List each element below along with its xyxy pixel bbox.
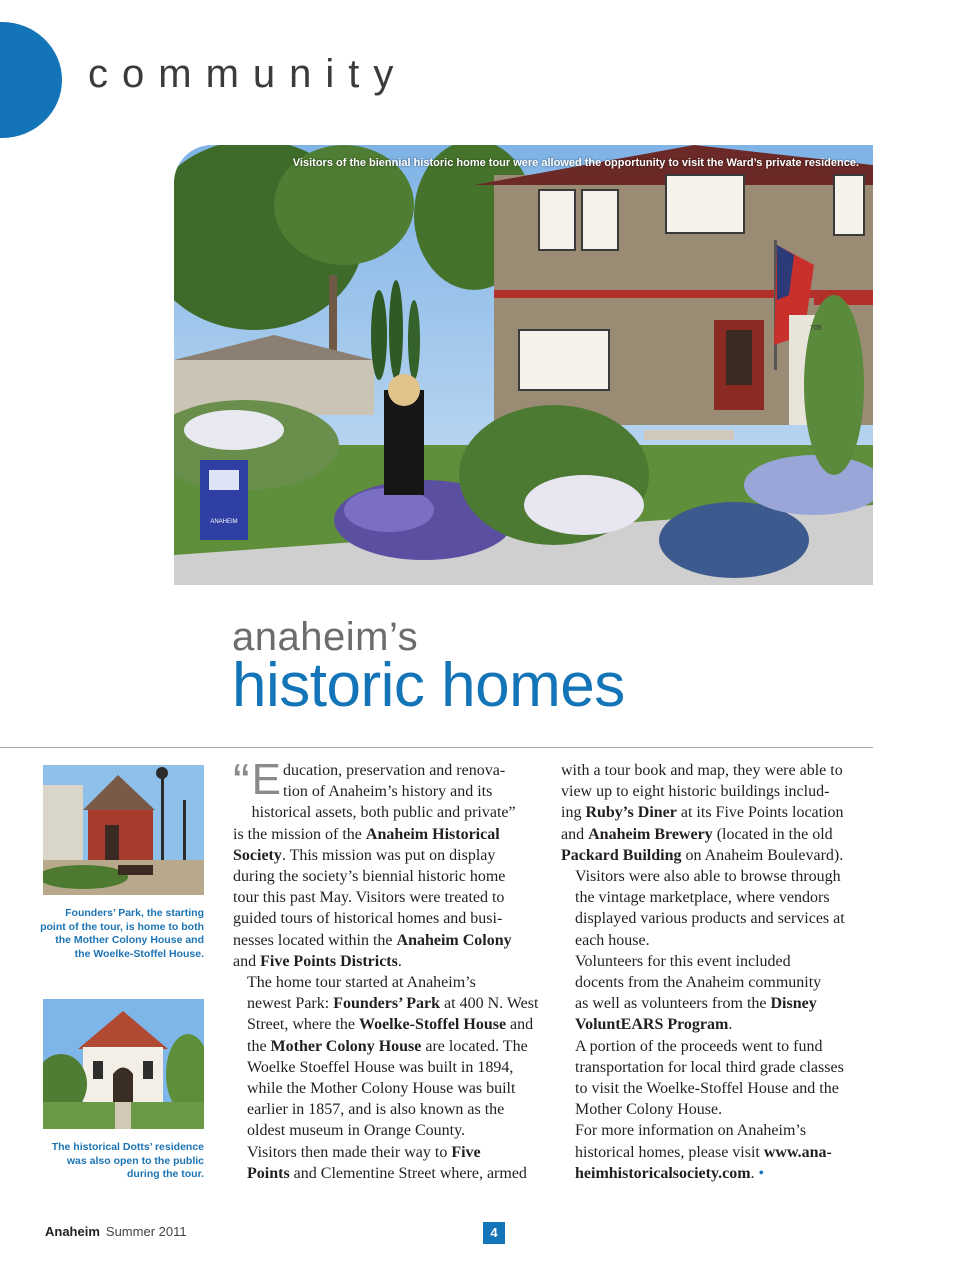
bold-term: www.ana-	[763, 1143, 832, 1161]
text-segment: Street, where the	[247, 1016, 359, 1034]
founders-park-photo	[43, 765, 204, 895]
sign-text: ANAHEIM	[210, 519, 238, 525]
text-segment: and Clementine Street where, armed	[289, 1164, 527, 1182]
text-segment: docents from the Anaheim community	[575, 974, 822, 992]
text-segment: . This mission was put on display	[281, 846, 496, 864]
drop-quote-mark: “	[233, 754, 250, 810]
footer-magazine-name: Anaheim	[45, 1224, 100, 1239]
hero-photo-illustration	[174, 145, 873, 585]
text-line	[233, 1036, 545, 1057]
text-line	[233, 930, 545, 951]
bold-term: Anaheim Colony	[396, 931, 512, 949]
text-segment: are located. The	[421, 1037, 528, 1055]
bold-term: Anaheim Brewery	[588, 825, 713, 843]
text-segment: at its Five Points location	[676, 804, 844, 822]
bold-term: Society	[233, 846, 282, 864]
text-line	[233, 1078, 545, 1099]
bold-term: Founders’ Park	[333, 995, 441, 1013]
text-segment: Mother Colony House.	[575, 1101, 723, 1119]
dotts-residence-caption: The historical Dotts’ residence was also open to the public during the tour.	[51, 1141, 204, 1181]
article-paragraph	[561, 951, 876, 1036]
text-segment: historical assets, both public and private”	[251, 804, 516, 822]
text-line	[233, 802, 545, 823]
text-segment: newest Park:	[247, 995, 334, 1013]
footer-publication	[45, 1224, 187, 1239]
text-segment: and	[233, 952, 261, 970]
article-column-1	[233, 754, 545, 1184]
bold-term: Five	[451, 1143, 481, 1161]
text-line	[561, 802, 876, 823]
text-segment: Volunteers for this event included	[575, 952, 791, 970]
text-segment: earlier in 1857, and is also known as the	[247, 1101, 505, 1119]
article-paragraph	[233, 1142, 545, 1184]
text-segment: displayed various products and services at	[575, 910, 845, 928]
article-paragraph	[233, 972, 545, 1142]
text-line	[561, 908, 876, 929]
text-segment: the vintage marketplace, where vendors	[575, 889, 830, 907]
text-line	[561, 887, 876, 908]
bold-term: VoluntEARS Program	[575, 1016, 729, 1034]
text-segment: during the society’s biennial historic home	[233, 868, 506, 886]
text-line	[561, 1120, 876, 1141]
text-line	[561, 1036, 876, 1057]
text-segment: The home tour started at Anaheim’s	[247, 974, 476, 992]
founders-park-photo-illustration	[43, 765, 204, 895]
text-line	[233, 1014, 545, 1035]
text-line	[233, 951, 545, 972]
text-line	[233, 1099, 545, 1120]
text-segment: tour this past May. Visitors were treated to	[233, 889, 505, 907]
text-segment: and	[561, 825, 589, 843]
text-line	[233, 1120, 545, 1141]
text-line	[233, 1142, 545, 1163]
text-line	[561, 993, 876, 1014]
headline-rule	[0, 747, 873, 748]
text-line	[233, 908, 545, 929]
text-segment: nesses located within the	[233, 931, 397, 949]
text-segment: guided tours of historical homes and busi-	[233, 910, 503, 928]
bold-term: Anaheim Historical	[365, 825, 500, 843]
text-segment: .	[728, 1016, 733, 1034]
text-segment: historical homes, please visit	[575, 1143, 764, 1161]
text-line	[561, 845, 876, 866]
text-line	[233, 993, 545, 1014]
text-segment: while the Mother Colony House was built	[247, 1080, 516, 1098]
text-line	[561, 866, 876, 887]
page-number: 4	[483, 1222, 505, 1244]
article-column-2	[561, 760, 876, 1184]
text-line	[233, 887, 545, 908]
text-segment: at 400 N. West	[440, 995, 539, 1013]
text-segment: Visitors were also able to browse through	[575, 868, 841, 886]
article-paragraph	[561, 1036, 876, 1121]
footer-issue: Summer 2011	[105, 1224, 187, 1239]
text-segment: on Anaheim Boulevard).	[681, 846, 844, 864]
text-segment: is the mission of the	[233, 825, 366, 843]
text-line	[561, 1057, 876, 1078]
text-segment: ing	[561, 804, 586, 822]
text-line	[233, 824, 545, 845]
bold-term: Points	[247, 1164, 290, 1182]
text-line	[561, 972, 876, 993]
dotts-residence-photo	[43, 999, 204, 1129]
drop-cap: E	[251, 755, 282, 804]
text-line	[561, 1163, 876, 1184]
bold-term: heimhistoricalsociety.com	[575, 1164, 751, 1182]
text-segment: Woelke Stoeffel House was built in 1894,	[247, 1058, 514, 1076]
dotts-residence-photo-illustration	[43, 999, 204, 1129]
text-segment: as well as volunteers from the	[575, 995, 771, 1013]
text-segment: (located in the old	[712, 825, 833, 843]
text-line	[233, 1057, 545, 1078]
text-line	[561, 824, 876, 845]
text-line	[561, 951, 876, 972]
text-segment: the	[247, 1037, 271, 1055]
text-line	[233, 1163, 545, 1184]
article-paragraph	[561, 760, 876, 866]
text-segment: to visit the Woelke-Stoffel House and the	[575, 1080, 839, 1098]
text-segment: A portion of the proceeds went to fund	[575, 1037, 823, 1055]
text-line	[561, 1014, 876, 1035]
article-paragraph	[561, 1120, 876, 1184]
headline-title: historic homes	[232, 651, 625, 720]
text-segment: .	[750, 1164, 759, 1182]
section-color-tab	[0, 22, 62, 138]
section-label: community	[88, 52, 408, 96]
headline-kicker: anaheim’s	[232, 615, 419, 659]
founders-park-caption: Founders’ Park, the starting point of the tour, is home to both the Mother Colony House and the Woelke-Stoffel House.	[40, 907, 204, 960]
text-segment: with a tour book and map, they were able to	[561, 762, 843, 779]
text-segment: view up to eight historic buildings includ-	[561, 783, 830, 801]
article-paragraph	[233, 754, 545, 972]
text-line	[561, 760, 876, 781]
text-segment: oldest museum in Orange County.	[247, 1122, 466, 1140]
house-number: 705	[810, 325, 822, 332]
text-segment: transportation for local third grade classes	[575, 1058, 844, 1076]
text-line	[561, 1078, 876, 1099]
text-segment: .	[397, 952, 402, 970]
bold-term: Packard Building	[561, 846, 682, 864]
text-line	[233, 972, 545, 993]
text-segment: tion of Anaheim’s history and its	[283, 783, 493, 801]
text-segment: and	[506, 1016, 534, 1034]
text-segment: For more information on Anaheim’s	[575, 1122, 807, 1140]
hero-photo	[174, 145, 873, 585]
text-line	[561, 1142, 876, 1163]
bold-term: Disney	[770, 995, 817, 1013]
text-segment: ducation, preservation and renova-	[283, 762, 506, 779]
end-bullet: •	[758, 1164, 765, 1182]
bold-term: Woelke-Stoffel House	[358, 1016, 507, 1034]
text-line	[561, 781, 876, 802]
text-segment: each house.	[575, 931, 650, 949]
article-paragraph	[561, 866, 876, 951]
text-segment: Visitors then made their way to	[247, 1143, 452, 1161]
text-line	[561, 1099, 876, 1120]
text-line	[561, 930, 876, 951]
text-line	[233, 845, 545, 866]
bold-term: Five Points Districts	[260, 952, 398, 970]
hero-caption: Visitors of the biennial historic home tour were allowed the opportunity to visit the Ward’s private residence.	[292, 157, 859, 169]
bold-term: Mother Colony House	[270, 1037, 422, 1055]
bold-term: Ruby’s Diner	[585, 804, 677, 822]
text-line	[233, 866, 545, 887]
